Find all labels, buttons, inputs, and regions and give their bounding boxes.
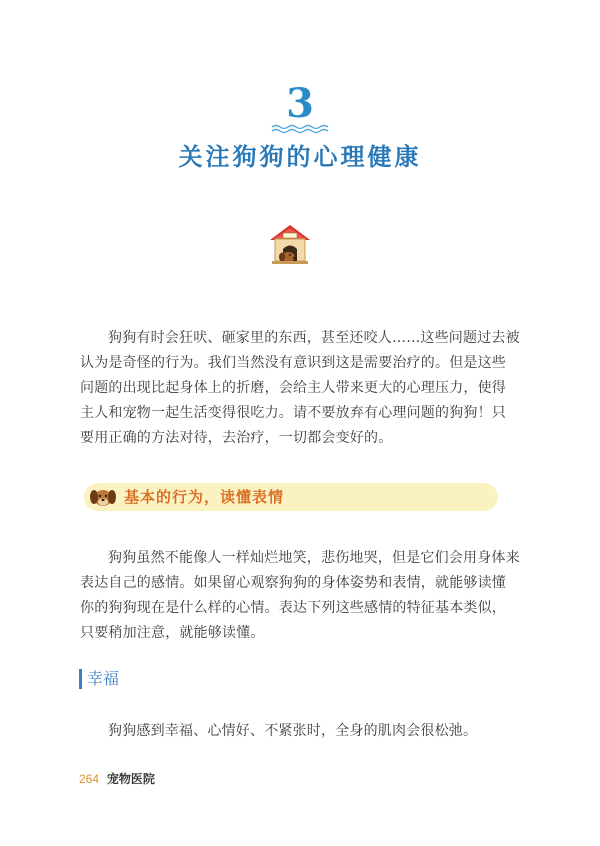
section-title: 基本的行为，读懂表情 [124,488,285,506]
page-footer [79,771,155,787]
subsection-paragraph: 狗狗感到幸福、心情好、不紧张时，全身的肌肉会很松弛。 [108,723,478,739]
subsection-marker [79,669,82,689]
dog-face-icon [88,485,118,509]
wave-decoration-icon [270,124,330,134]
page-number: 264 [79,772,100,786]
section-banner [84,483,498,511]
subsection-title: 幸福 [87,669,120,688]
book-title: 宠物医院 [106,772,155,786]
doghouse-icon [266,222,314,266]
chapter-number: 3 [286,80,314,127]
section-paragraph: 狗狗虽然不能像人一样灿烂地笑，悲伤地哭，但是它们会用身体来表达自己的感情。如果留心观察狗狗的身体姿势和表情，就能够读懂你的狗狗现在是什么样的心情。表达下列这些感情的特征基本类似，只要稍加注意，就能够读懂。 [80,550,520,641]
chapter-title: 关注狗狗的心理健康 [178,142,422,171]
intro-paragraph: 狗狗有时会狂吠、砸家里的东西，甚至还咬人……这些问题过去被认为是奇怪的行为。我们当然没有意识到这是需要治疗的。但是这些问题的出现比起身体上的折磨，会给主人带来更大的心理压力，使得主人和宠物一起生活变得很吃力。请不要放弃有心理问题的狗狗！只要用正确的方法对待，去治疗，一切都会变好的。 [80,330,520,446]
